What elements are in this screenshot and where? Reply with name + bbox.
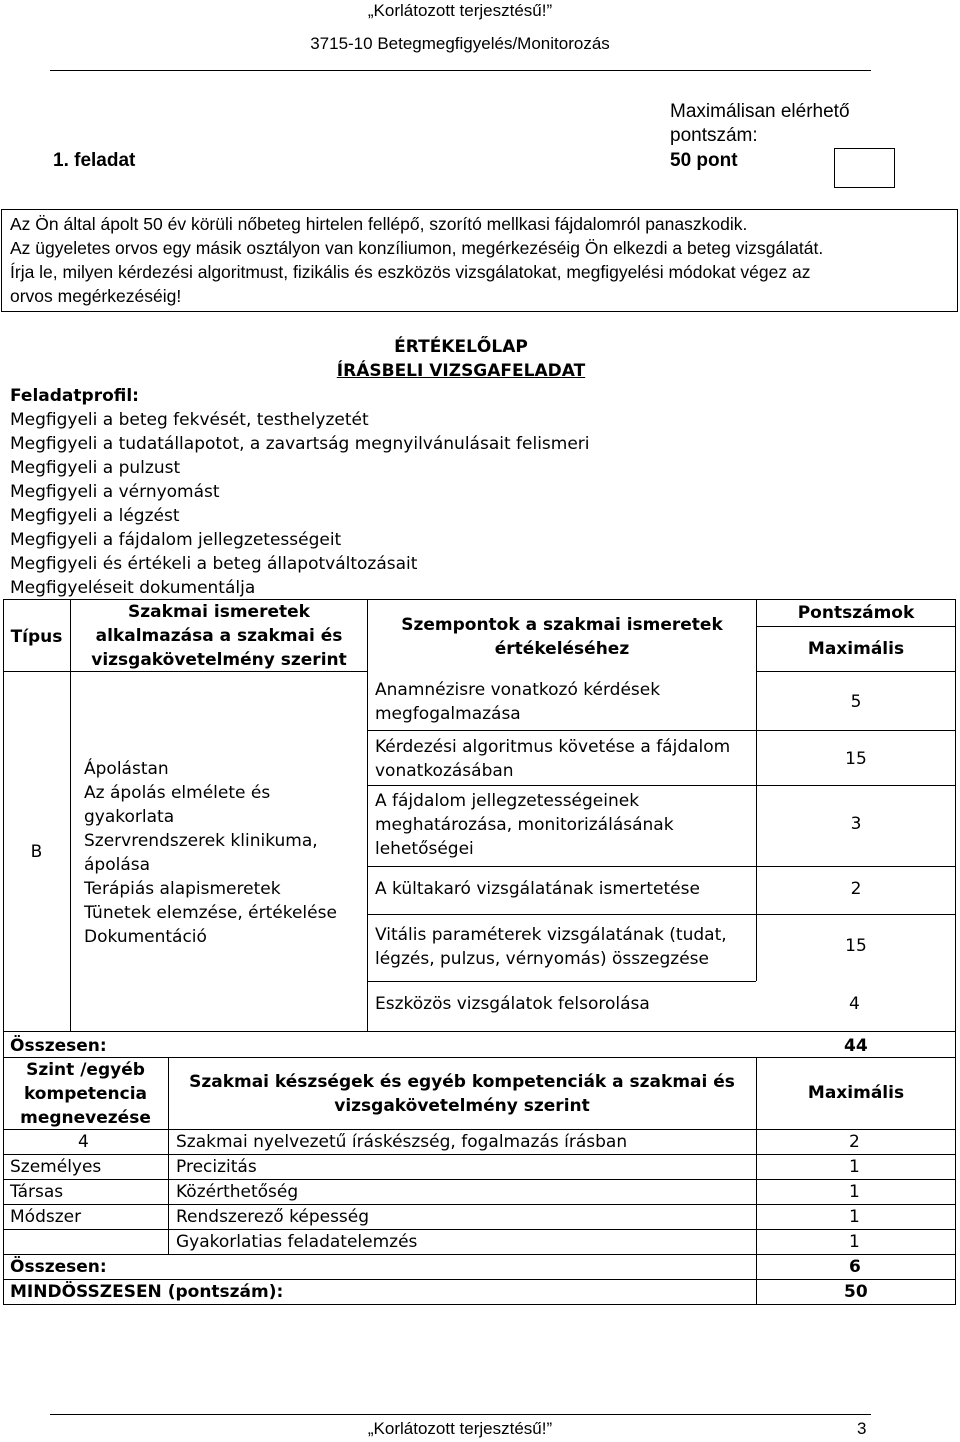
max-points-label-2: pontszám:: [670, 125, 758, 146]
table1-total-label: Összesen:: [10, 1036, 107, 1056]
criteria-points: 15: [845, 749, 867, 769]
knowledge-item: ápolása: [84, 855, 151, 875]
task-label: 1. feladat: [53, 150, 136, 171]
profile-list: [10, 408, 590, 600]
col-max-header: Maximális: [807, 639, 905, 659]
grand-total-value: 50: [844, 1282, 868, 1302]
skill-cell: Rendszerező képesség: [176, 1207, 370, 1227]
criteria-row: A kültakaró vizsgálatának ismertetése: [375, 879, 700, 899]
skill-cell: Gyakorlatias feladatelemzés: [176, 1232, 418, 1252]
knowledge-item: gyakorlata: [84, 807, 175, 827]
col-max-header: Maximális: [807, 1083, 905, 1103]
header-rule: [50, 70, 871, 71]
criteria-points: 4: [849, 994, 860, 1014]
skill-cell: Szakmai nyelvezetű íráskészség, fogalmazás írásban: [176, 1132, 628, 1152]
table2-total-value: 6: [849, 1257, 861, 1277]
footer-restriction: „Korlátozott terjesztésű!”: [367, 1419, 553, 1438]
profile-item: Megfigyeli a pulzust: [10, 458, 181, 478]
page-number: 3: [857, 1419, 867, 1438]
col-type-header: Típus: [10, 627, 63, 647]
skill-points: 2: [849, 1132, 860, 1152]
eval-title: ÉRTÉKELŐLAP: [394, 337, 528, 357]
level-cell: Személyes: [10, 1157, 102, 1177]
col-knowledge-header: Szakmai ismeretek alkalmazása a szakmai és vizsgakövetelmény szerint: [91, 602, 347, 670]
skill-points: 1: [849, 1232, 860, 1252]
task-text-line: Írja le, milyen kérdezési algoritmust, fizikális és eszközös vizsgálatokat, megfigyelési módokat végez az: [10, 262, 811, 282]
knowledge-item: Dokumentáció: [84, 927, 207, 947]
knowledge-item: Szervrendszerek klinikuma,: [84, 831, 318, 851]
knowledge-item: Ápolástan: [84, 759, 169, 779]
level-cell: Módszer: [10, 1207, 82, 1227]
skill-cell: Közérthetőség: [176, 1182, 299, 1202]
criteria-row: Kérdezési algoritmus követése a fájdalom vonatkozásában: [375, 737, 731, 781]
skill-points: 1: [849, 1157, 860, 1177]
header-module-title: 3715-10 Betegmegfigyelés/Monitorozás: [310, 34, 610, 53]
col-criteria-header: Szempontok a szakmai ismeretek értékeléséhez: [401, 615, 723, 659]
grand-total-label: MINDÖSSZESEN (pontszám):: [10, 1282, 284, 1302]
skill-points: 1: [849, 1182, 860, 1202]
profile-item: Megfigyeléseit dokumentálja: [10, 578, 256, 598]
col-points-header: Pontszámok: [797, 603, 915, 623]
knowledge-item: Az ápolás elmélete és: [84, 783, 271, 803]
col-skills-header: Szakmai készségek és egyéb kompetenciák a szakmai és vizsgakövetelmény szerint: [189, 1072, 735, 1116]
task-text-line: Az ügyeletes orvos egy másik osztályon van konzíliumon, megérkezéséig Ön elkezdi a beteg vizsgálatát.: [10, 238, 824, 258]
skill-cell: Precizitás: [176, 1157, 257, 1177]
task-text-line: orvos megérkezéséig!: [10, 286, 182, 306]
type-value: B: [30, 842, 43, 862]
criteria-points: 3: [850, 814, 862, 834]
profile-item: Megfigyeli a beteg fekvését, testhelyzetét: [10, 410, 369, 430]
task-text-line: Az Ön által ápolt 50 év körüli nőbeteg hirtelen fellépő, szorító mellkasi fájdalomról panaszkodik.: [10, 214, 748, 234]
table1-total-value: 44: [844, 1036, 868, 1056]
task-text-box: [1, 209, 958, 312]
criteria-points: 2: [850, 879, 862, 899]
profile-label: Feladatprofil:: [10, 386, 139, 406]
profile-item: Megfigyeli a fájdalom jellegzetességeit: [10, 530, 342, 550]
max-points-label-1: Maximálisan elérhető: [670, 101, 850, 122]
criteria-row: Eszközös vizsgálatok felsorolása: [375, 994, 650, 1014]
knowledge-item: Terápiás alapismeretek: [84, 879, 281, 899]
profile-item: Megfigyeli a vérnyomást: [10, 482, 220, 502]
criteria-points: 5: [850, 692, 862, 712]
skill-points: 1: [849, 1207, 860, 1227]
knowledge-list: [84, 757, 337, 949]
criteria-row: A fájdalom jellegzetességeinek meghatározása, monitorizálásának lehetőségei: [375, 791, 674, 859]
criteria-row: Anamnézisre vonatkozó kérdések megfogalmazása: [375, 680, 661, 724]
profile-item: Megfigyeli és értékeli a beteg állapotváltozásait: [10, 554, 418, 574]
col-level-header: Szint /egyéb kompetencia megnevezése: [20, 1060, 151, 1128]
criteria-points: 15: [845, 936, 867, 956]
score-box[interactable]: [834, 148, 895, 188]
level-cell: 4: [78, 1132, 89, 1152]
footer-rule: [50, 1414, 871, 1415]
table2-total-label: Összesen:: [10, 1257, 107, 1277]
profile-item: Megfigyeli a tudatállapotot, a zavartság megnyilvánulásait felismeri: [10, 434, 590, 454]
criteria-row: Vitális paraméterek vizsgálatának (tudat, légzés, pulzus, vérnyomás) összegzése: [375, 925, 727, 969]
header-restriction: „Korlátozott terjesztésű!”: [367, 1, 553, 20]
level-cell: Társas: [10, 1182, 64, 1202]
eval-subtitle: ÍRÁSBELI VIZSGAFELADAT: [336, 361, 586, 381]
max-points-value: 50 pont: [670, 150, 738, 171]
profile-item: Megfigyeli a légzést: [10, 506, 180, 526]
knowledge-item: Tünetek elemzése, értékelése: [84, 903, 337, 923]
